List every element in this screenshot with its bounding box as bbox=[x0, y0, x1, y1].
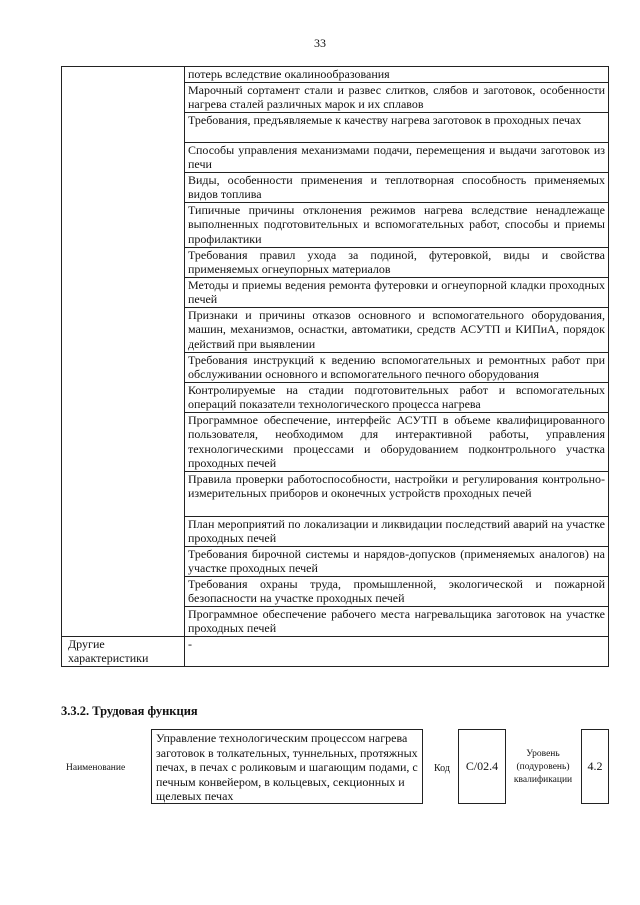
requirement-cell: Способы управления механизмами подачи, перемещения и выдачи заготовок из печи bbox=[185, 142, 609, 172]
requirement-cell: План мероприятий по локализации и ликвидации последствий аварий на участке проходных печей bbox=[185, 516, 609, 546]
function-name-box: Управление технологическим процессом нагрева заготовок в толкательных, туннельных, протяжных печах, в печах с роликовым и шагающим подами, с печным конвейером, в кольцевых, секционных и щелевых печах bbox=[151, 729, 423, 804]
requirement-cell: Признаки и причины отказов основного и вспомогательного оборудования, машин, механизмов, оснастки, автоматики, средств АСУТП и КИПиА, порядок действий при выявлении bbox=[185, 307, 609, 352]
table-row bbox=[62, 67, 609, 83]
name-label: Наименование bbox=[66, 763, 126, 773]
page-number: 33 bbox=[314, 36, 326, 50]
requirement-cell: Правила проверки работоспособности, настройки и регулирования контрольно-измерительных приборов и оконечных устройств проходных печей bbox=[185, 471, 609, 516]
code-value-box: C/02.4 bbox=[458, 729, 506, 804]
requirement-cell: Требования, предъявляемые к качеству нагрева заготовок в проходных печах bbox=[185, 112, 609, 142]
requirement-cell: Программное обеспечение рабочего места нагревальщика заготовок на участке проходных печей bbox=[185, 606, 609, 636]
qualification-level-label: Уровень (подуровень) квалификации bbox=[513, 749, 573, 785]
qualification-level-value-box: 4.2 bbox=[581, 729, 609, 804]
table-row-other bbox=[62, 636, 609, 666]
other-characteristics-label: Другие характеристики bbox=[62, 636, 185, 666]
requirement-cell: Требования бирочной системы и нарядов-допусков (применяемых аналогов) на участке проходных печей bbox=[185, 546, 609, 576]
other-characteristics-value: - bbox=[185, 636, 609, 666]
requirement-cell: Виды, особенности применения и теплотворная способность применяемых видов топлива bbox=[185, 172, 609, 202]
requirement-cell: Методы и приемы ведения ремонта футеровки и огнеупорной кладки проходных печей bbox=[185, 277, 609, 307]
requirement-cell: Программное обеспечение, интерфейс АСУТП в объеме квалифицированного пользователя, необходимом для интерактивной работы, управления технологическими процессами и оборудованием подконтрольного участка проходных печей bbox=[185, 412, 609, 471]
label-cell-empty bbox=[62, 67, 185, 637]
knowledge-table bbox=[61, 66, 609, 667]
requirement-cell: Марочный сортамент стали и развес слитков, слябов и заготовок, особенности нагрева сталей различных марок и их сплавов bbox=[185, 82, 609, 112]
requirement-cell: Требования правил ухода за подиной, футеровкой, виды и свойства применяемых огнеупорных материалов bbox=[185, 247, 609, 277]
requirement-cell: потерь вследствие окалинообразования bbox=[185, 67, 609, 83]
section-heading: 3.3.2. Трудовая функция bbox=[61, 704, 198, 718]
requirement-cell: Типичные причины отклонения режимов нагрева вследствие ненадлежаще выполненных подготовительных и вспомогательных работ, способы и приемы профилактики bbox=[185, 202, 609, 247]
requirement-cell: Требования инструкций к ведению вспомогательных и ремонтных работ при обслуживании основного и вспомогательного печного оборудования bbox=[185, 352, 609, 382]
requirement-cell: Требования охраны труда, промышленной, экологической и пожарной безопасности на участке проходных печей bbox=[185, 576, 609, 606]
requirement-cell: Контролируемые на стадии подготовительных работ и вспомогательных операций показатели технологического процесса нагрева bbox=[185, 382, 609, 412]
code-label: Код bbox=[434, 763, 450, 774]
